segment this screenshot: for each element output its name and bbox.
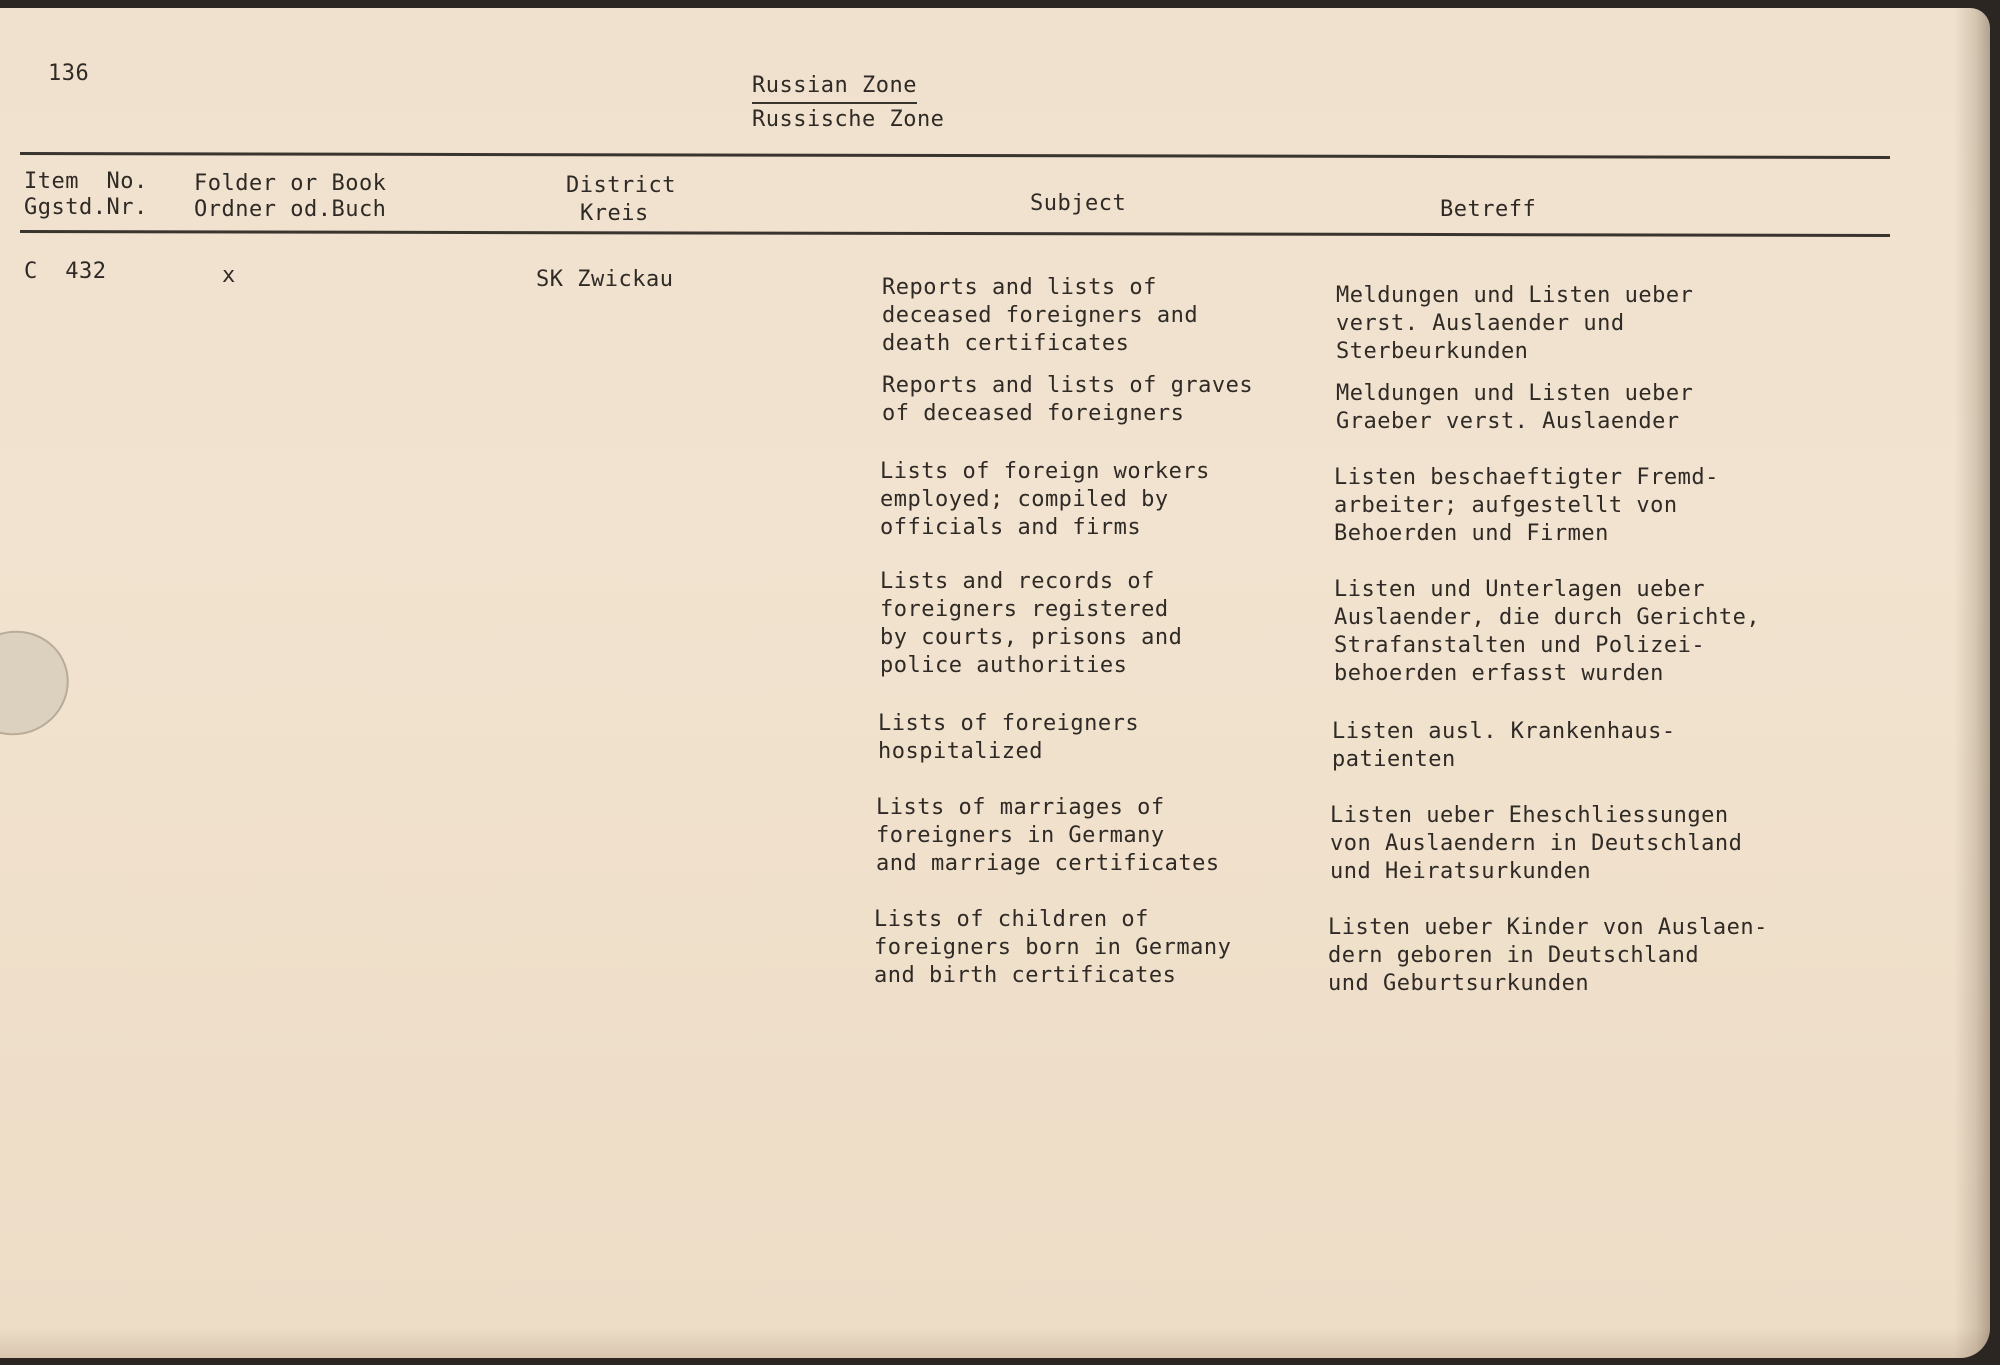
document-page: 136 Russian Zone Russische Zone Item No. Ggstd.Nr. Folder or Book Ordner od.Buch District Kreis Subject Betreff C 432 x SK Zwickau Reports and lists of deceased foreigners and death certificates Reports and lists of graves of deceased foreigners Lists of foreign workers employed; compiled by officials and firms Lists and records of foreigners registered by courts, prisons and police authorities Lists of foreigners hospitalized Lists of marriages of foreigners in Germany and marriage certificates Lists of children of foreigners born in Germany and birth certificates Meldungen und Listen ueber verst. Auslaender und Sterbeurkunden Meldungen und Listen ueber Graeber verst. Auslaender Listen beschaeftigter Fremd- arbeiter; aufgestellt von Behoerden und Firmen Listen und Unterlagen ueber Auslaender, die durch Gerichte, Strafanstalten und Polizei- behoerden erfasst wurden Listen ausl. Krankenhaus- patienten Listen ueber Eheschliessungen von Auslaendern in Deutschland und Heiratsurkunden Listen ueber Kinder von Auslaen- dern geboren in Deutschland und Geburtsurkunden (0, 8, 1990, 1358)
page-bottom-shadow (0, 1328, 1990, 1358)
district-name: SK Zwickau (536, 267, 674, 292)
column-header-subject: Subject (1030, 191, 1127, 216)
subject-entry: Reports and lists of graves of deceased foreigners (882, 373, 1254, 426)
betreff-entry: Listen beschaeftigter Fremd- arbeiter; aufgestellt von Behoerden und Firmen (1334, 465, 1719, 546)
subject-entry: Lists of children of foreigners born in Germany and birth certificates (874, 907, 1232, 988)
column-header-betreff: Betreff (1440, 197, 1537, 222)
index-tab (0, 615, 83, 750)
header-bottom-rule (20, 230, 1890, 237)
betreff-entry: Listen ueber Eheschliessungen von Auslaendern in Deutschland und Heiratsurkunden (1330, 803, 1743, 884)
betreff-entry: Listen und Unterlagen ueber Auslaender, die durch Gerichte, Strafanstalten und Polizei- behoerden erfasst wurden (1334, 577, 1761, 686)
title-de: Russische Zone (752, 107, 945, 132)
item-number: C 432 (24, 259, 107, 284)
betreff-entry: Meldungen und Listen ueber verst. Auslaender und Sterbeurkunden (1336, 283, 1694, 364)
page-edge-shadow (1954, 8, 1990, 1358)
subject-entry: Lists of marriages of foreigners in Germany and marriage certificates (876, 795, 1220, 876)
betreff-entry: Meldungen und Listen ueber Graeber verst. Auslaender (1336, 381, 1694, 434)
folder-mark: x (222, 263, 236, 288)
header-top-rule (20, 152, 1890, 159)
title-en: Russian Zone (752, 72, 917, 104)
subject-entry: Lists and records of foreigners registered by courts, prisons and police authorities (880, 569, 1183, 678)
subject-entry: Reports and lists of deceased foreigners and death certificates (882, 275, 1199, 356)
betreff-entry: Listen ausl. Krankenhaus- patienten (1332, 719, 1676, 772)
subject-entry: Lists of foreigners hospitalized (878, 711, 1140, 764)
page-number: 136 (48, 61, 90, 86)
subject-entry: Lists of foreign workers employed; compiled by officials and firms (880, 459, 1210, 540)
betreff-entry: Listen ueber Kinder von Auslaen- dern geboren in Deutschland und Geburtsurkunden (1328, 915, 1768, 996)
